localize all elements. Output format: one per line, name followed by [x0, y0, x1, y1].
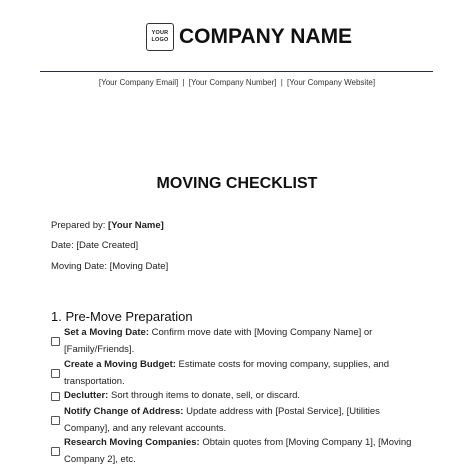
moving-date [51, 261, 168, 272]
checkbox[interactable] [51, 447, 60, 456]
prepared-by-value: [Your Name] [108, 220, 164, 231]
moving-date-label: Moving Date: [51, 261, 107, 272]
date-label: Date: [51, 240, 74, 251]
checklist-item-text [64, 325, 419, 358]
prepared-by [51, 220, 164, 231]
company-logo [146, 23, 174, 51]
checklist-item-label: Declutter: [64, 390, 109, 401]
contact-separator: | [182, 78, 185, 87]
checklist-item-label: Research Moving Companies: [64, 437, 200, 448]
moving-date-value: [Moving Date] [109, 261, 169, 272]
checkbox[interactable] [51, 369, 60, 378]
checklist-item-body: Obtain quotes from [Moving Company 1], [Moving Company 2], etc. [64, 437, 412, 465]
contact-line [0, 78, 474, 87]
checklist-item-text [64, 388, 419, 405]
checklist-item-text [64, 357, 419, 390]
contact-separator: | [280, 78, 283, 87]
header-divider [40, 71, 433, 72]
checklist-item-body: Estimate costs for moving company, supplies, and transportation. [64, 359, 390, 387]
company-website: [Your Company Website] [287, 78, 376, 87]
checkbox[interactable] [51, 392, 60, 401]
checklist-item-text [64, 435, 419, 468]
company-name: COMPANY NAME [179, 25, 353, 48]
checkbox[interactable] [51, 337, 60, 346]
checklist-item-body: Sort through items to donate, sell, or discard. [110, 390, 301, 401]
checklist-item-body: Update address with [Postal Service], [Utilities Company], and any relevant accounts. [64, 406, 380, 434]
date-value: [Date Created] [76, 240, 139, 251]
checklist-item-text [64, 404, 419, 437]
document-title: MOVING CHECKLIST [156, 175, 318, 192]
logo-text-line1: YOUR [151, 30, 169, 36]
checklist-item-label: Set a Moving Date: [64, 327, 149, 338]
section-heading: 1. Pre-Move Preparation [51, 309, 193, 324]
company-email: [Your Company Email] [98, 78, 179, 87]
checklist-item-label: Create a Moving Budget: [64, 359, 176, 370]
checklist-item-body: Confirm move date with [Moving Company Name] or [Family/Friends]. [64, 327, 373, 355]
date-created [51, 240, 138, 251]
checkbox[interactable] [51, 416, 60, 425]
checklist-item-label: Notify Change of Address: [64, 406, 184, 417]
prepared-by-label: Prepared by: [51, 220, 106, 231]
company-number: [Your Company Number] [188, 78, 277, 87]
logo-text-line2: LOGO [151, 37, 169, 43]
